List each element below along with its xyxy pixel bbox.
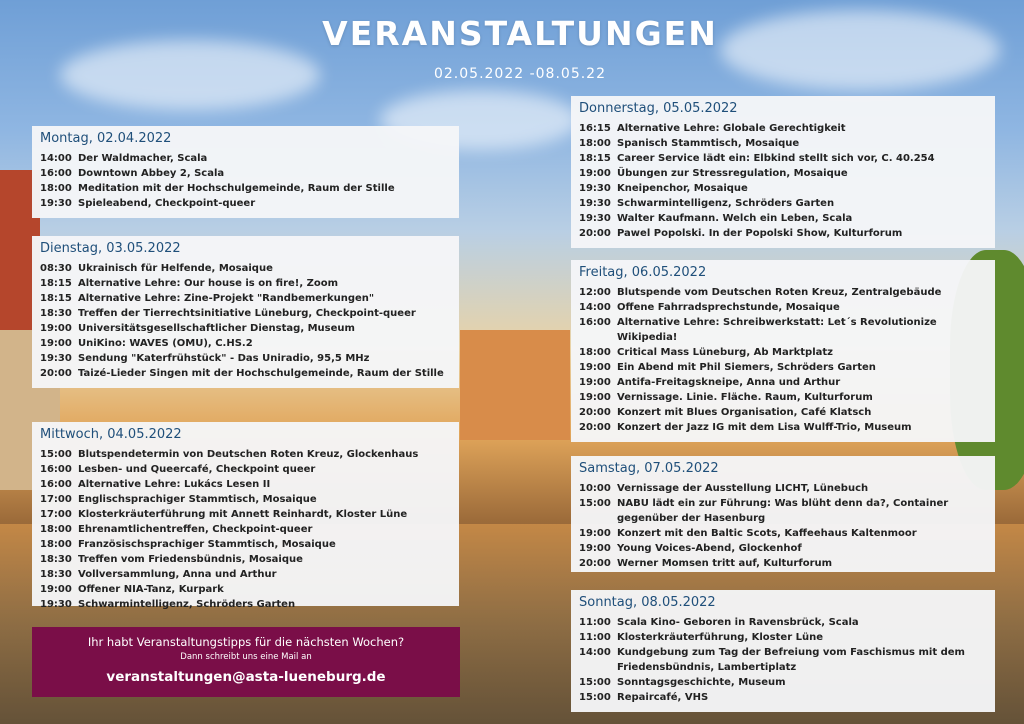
event-text: Schwarmintelligenz, Schröders Garten (78, 599, 296, 610)
event-row (579, 375, 985, 390)
event-row (40, 181, 449, 196)
event-row (579, 300, 985, 315)
day-card-dienstag (32, 236, 459, 388)
day-card-sonntag (571, 590, 995, 712)
event-text: Sonntagsgeschichte, Museum (617, 677, 786, 688)
event-row (579, 675, 985, 690)
event-time: 16:15 (579, 123, 611, 134)
day-heading: Dienstag, 03.05.2022 (40, 241, 181, 256)
event-row (579, 360, 985, 375)
event-time: 20:00 (579, 422, 611, 433)
event-text: Französischsprachiger Stammtisch, Mosaique (78, 539, 336, 550)
event-row (579, 690, 985, 705)
event-row (40, 291, 449, 306)
event-time: 19:00 (579, 377, 611, 388)
event-time: 12:00 (579, 287, 611, 298)
event-time: 19:00 (579, 392, 611, 403)
event-time: 15:00 (579, 692, 611, 703)
event-text: NABU lädt ein zur Führung: Was blüht denn da?, Container gegenüber der Hasenburg (617, 498, 949, 524)
event-time: 18:00 (40, 183, 72, 194)
event-text: Treffen vom Friedensbündnis, Mosaique (78, 554, 303, 565)
event-row (40, 166, 449, 181)
event-time: 18:00 (40, 539, 72, 550)
event-time: 10:00 (579, 483, 611, 494)
day-card-mittwoch (32, 422, 459, 610)
day-heading: Montag, 02.04.2022 (40, 131, 172, 146)
event-time: 19:30 (40, 198, 72, 209)
day-heading: Samstag, 07.05.2022 (579, 461, 719, 476)
event-row (40, 366, 449, 381)
event-time: 17:00 (40, 509, 72, 520)
event-time: 18:30 (40, 569, 72, 580)
event-time: 19:00 (40, 584, 72, 595)
event-text: Universitätsgesellschaftlicher Dienstag, Museum (78, 323, 355, 334)
event-time: 18:15 (579, 153, 611, 164)
event-row (579, 345, 985, 360)
event-row (579, 615, 985, 630)
event-row (40, 567, 449, 582)
event-text: Taizé-Lieder Singen mit der Hochschulgemeinde, Raum der Stille (78, 368, 444, 379)
event-text: Schwarmintelligenz, Schröders Garten (617, 198, 835, 209)
event-text: UniKino: WAVES (OMU), C.HS.2 (78, 338, 253, 349)
event-text: Repaircafé, VHS (617, 692, 709, 703)
event-text: Alternative Lehre: Lukács Lesen II (78, 479, 271, 490)
event-text: Übungen zur Stressregulation, Mosaique (617, 168, 848, 179)
event-time: 15:00 (40, 449, 72, 460)
event-text: Critical Mass Lüneburg, Ab Marktplatz (617, 347, 833, 358)
event-row (40, 552, 449, 567)
event-text: Blutspendetermin von Deutschen Roten Kreuz, Glockenhaus (78, 449, 419, 460)
event-time: 19:00 (40, 338, 72, 349)
event-row (579, 166, 985, 181)
event-time: 19:30 (40, 353, 72, 364)
event-row (40, 321, 449, 336)
event-text: Antifa-Freitagskneipe, Anna und Arthur (617, 377, 841, 388)
event-time: 19:00 (579, 543, 611, 554)
event-row (579, 226, 985, 241)
event-row (579, 556, 985, 571)
event-row (40, 462, 449, 477)
event-time: 16:00 (40, 479, 72, 490)
event-text: Englischsprachiger Stammtisch, Mosaique (78, 494, 317, 505)
tip-box (32, 627, 460, 697)
event-row (579, 211, 985, 226)
event-text: Walter Kaufmann. Welch ein Leben, Scala (617, 213, 853, 224)
event-row (579, 420, 985, 435)
event-text: Vernissage der Ausstellung LICHT, Lünebuch (617, 483, 869, 494)
event-time: 16:00 (579, 317, 611, 328)
event-text: Spieleabend, Checkpoint-queer (78, 198, 256, 209)
event-time: 19:30 (579, 198, 611, 209)
event-time: 20:00 (579, 407, 611, 418)
day-heading: Mittwoch, 04.05.2022 (40, 427, 182, 442)
event-row (40, 507, 449, 522)
event-text: Konzert mit Blues Organisation, Café Klatsch (617, 407, 872, 418)
event-row (579, 481, 985, 496)
event-text: Pawel Popolski. In der Popolski Show, Kulturforum (617, 228, 903, 239)
event-time: 18:00 (579, 347, 611, 358)
event-row (579, 645, 985, 675)
event-text: Werner Momsen tritt auf, Kulturforum (617, 558, 833, 569)
event-row (579, 151, 985, 166)
event-row (579, 496, 985, 526)
event-text: Career Service lädt ein: Elbkind stellt sich vor, C. 40.254 (617, 153, 935, 164)
event-row (40, 336, 449, 351)
event-time: 19:00 (579, 168, 611, 179)
tip-question: Ihr habt Veranstaltungstipps für die nächsten Wochen? (87, 635, 405, 649)
event-text: Downtown Abbey 2, Scala (78, 168, 225, 179)
event-time: 19:30 (579, 213, 611, 224)
event-row (579, 196, 985, 211)
event-text: Meditation mit der Hochschulgemeinde, Raum der Stille (78, 183, 395, 194)
event-text: Alternative Lehre: Our house is on fire!, Zoom (78, 278, 339, 289)
event-text: Ein Abend mit Phil Siemers, Schröders Garten (617, 362, 876, 373)
event-text: Scala Kino- Geboren in Ravensbrück, Scala (617, 617, 859, 628)
event-row (40, 522, 449, 537)
event-time: 15:00 (579, 677, 611, 688)
event-row (40, 276, 449, 291)
event-row (40, 261, 449, 276)
event-text: Alternative Lehre: Globale Gerechtigkeit (617, 123, 846, 134)
event-row (40, 196, 449, 211)
event-row (579, 390, 985, 405)
event-row (579, 315, 985, 345)
event-time: 16:00 (40, 464, 72, 475)
event-time: 14:00 (579, 647, 611, 658)
day-card-freitag (571, 260, 995, 442)
event-time: 11:00 (579, 617, 611, 628)
event-row (579, 630, 985, 645)
event-row (40, 151, 449, 166)
event-time: 19:00 (40, 323, 72, 334)
event-row (579, 285, 985, 300)
event-row (40, 477, 449, 492)
event-time: 18:30 (40, 554, 72, 565)
event-row (579, 121, 985, 136)
event-text: Ukrainisch für Helfende, Mosaique (78, 263, 273, 274)
page-title: VERANSTALTUNGEN (322, 14, 718, 53)
event-time: 20:00 (40, 368, 72, 379)
event-row (40, 597, 449, 612)
event-time: 20:00 (579, 228, 611, 239)
event-time: 16:00 (40, 168, 72, 179)
event-row (579, 526, 985, 541)
event-time: 11:00 (579, 632, 611, 643)
day-card-samstag (571, 456, 995, 572)
day-heading: Freitag, 06.05.2022 (579, 265, 707, 280)
event-time: 19:00 (579, 528, 611, 539)
event-time: 19:00 (579, 362, 611, 373)
event-text: Blutspende vom Deutschen Roten Kreuz, Zentralgebäude (617, 287, 942, 298)
event-text: Vollversammlung, Anna und Arthur (78, 569, 277, 580)
event-time: 19:30 (40, 599, 72, 610)
event-row (579, 181, 985, 196)
event-time: 14:00 (40, 153, 72, 164)
event-text: Sendung "Katerfrühstück" - Das Uniradio, 95,5 MHz (78, 353, 370, 364)
event-time: 18:30 (40, 308, 72, 319)
event-text: Alternative Lehre: Zine-Projekt "Randbemerkungen" (78, 293, 375, 304)
day-heading: Sonntag, 08.05.2022 (579, 595, 716, 610)
event-text: Spanisch Stammtisch, Mosaique (617, 138, 800, 149)
event-text: Lesben- und Queercafé, Checkpoint queer (78, 464, 316, 475)
event-text: Alternative Lehre: Schreibwerkstatt: Let´s Revolutionize Wikipedia! (617, 317, 937, 343)
event-text: Vernissage. Linie. Fläche. Raum, Kulturforum (617, 392, 873, 403)
event-row (40, 582, 449, 597)
event-text: Kundgebung zum Tag der Befreiung vom Faschismus mit dem Friedensbündnis, Lambertiplatz (617, 647, 965, 673)
event-time: 17:00 (40, 494, 72, 505)
date-range: 02.05.2022 -08.05.22 (433, 66, 606, 82)
event-time: 19:30 (579, 183, 611, 194)
event-text: Klosterkräuterführung, Kloster Lüne (617, 632, 824, 643)
tip-instruction: Dann schreibt uns eine Mail an (180, 652, 312, 662)
tip-email-link[interactable]: veranstaltungen@asta-lueneburg.de (106, 669, 386, 685)
event-time: 20:00 (579, 558, 611, 569)
event-row (40, 447, 449, 462)
event-text: Offener NIA-Tanz, Kurpark (78, 584, 224, 595)
event-time: 14:00 (579, 302, 611, 313)
day-card-donnerstag (571, 96, 995, 248)
event-text: Ehrenamtlichentreffen, Checkpoint-queer (78, 524, 313, 535)
event-row (40, 351, 449, 366)
event-row (40, 537, 449, 552)
event-text: Kneipenchor, Mosaique (617, 183, 748, 194)
event-text: Konzert der Jazz IG mit dem Lisa Wulff-Trio, Museum (617, 422, 912, 433)
event-text: Der Waldmacher, Scala (78, 153, 208, 164)
day-card-montag (32, 126, 459, 218)
event-text: Klosterkräuterführung mit Annett Reinhardt, Kloster Lüne (78, 509, 408, 520)
event-text: Young Voices-Abend, Glockenhof (617, 543, 802, 554)
event-row (579, 541, 985, 556)
day-heading: Donnerstag, 05.05.2022 (579, 101, 738, 116)
event-text: Konzert mit den Baltic Scots, Kaffeehaus Kaltenmoor (617, 528, 917, 539)
event-time: 18:00 (40, 524, 72, 535)
event-row (40, 492, 449, 507)
event-row (579, 405, 985, 420)
event-time: 15:00 (579, 498, 611, 509)
event-time: 18:15 (40, 293, 72, 304)
event-text: Treffen der Tierrechtsinitiative Lüneburg, Checkpoint-queer (78, 308, 416, 319)
event-time: 08:30 (40, 263, 72, 274)
event-text: Offene Fahrradsprechstunde, Mosaique (617, 302, 840, 313)
event-row (40, 306, 449, 321)
event-row (579, 136, 985, 151)
event-time: 18:15 (40, 278, 72, 289)
event-time: 18:00 (579, 138, 611, 149)
